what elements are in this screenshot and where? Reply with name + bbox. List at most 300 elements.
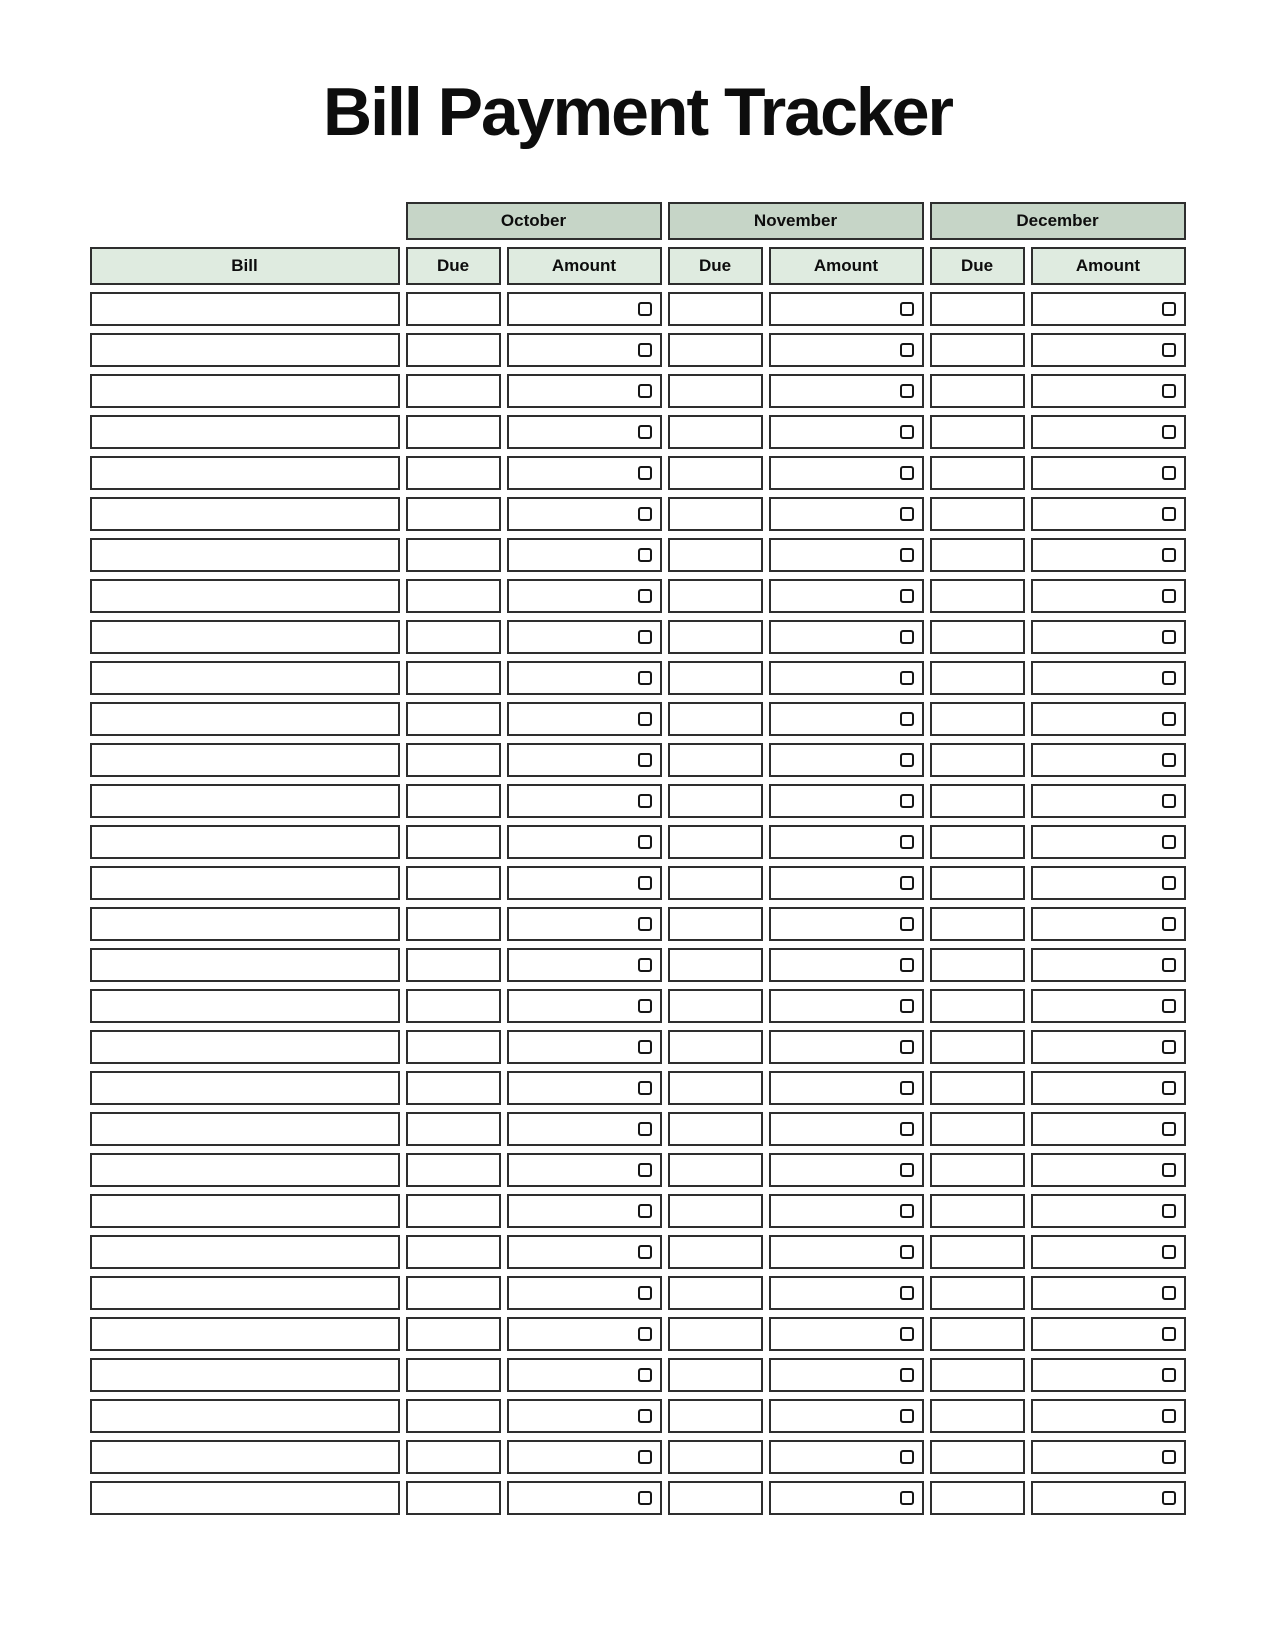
- paid-checkbox[interactable]: [638, 1245, 652, 1259]
- paid-checkbox[interactable]: [900, 1122, 914, 1136]
- paid-checkbox[interactable]: [1162, 1368, 1176, 1382]
- due-input-cell-december[interactable]: [930, 948, 1025, 982]
- amount-input-cell-november[interactable]: [769, 292, 924, 326]
- paid-checkbox[interactable]: [638, 1040, 652, 1054]
- due-input-cell-december[interactable]: [930, 1071, 1025, 1105]
- amount-input-cell-november[interactable]: [769, 1071, 924, 1105]
- paid-checkbox[interactable]: [900, 302, 914, 316]
- due-input-cell-november[interactable]: [668, 1358, 763, 1392]
- amount-input-cell-october[interactable]: [507, 1030, 662, 1064]
- paid-checkbox[interactable]: [1162, 917, 1176, 931]
- paid-checkbox[interactable]: [900, 1327, 914, 1341]
- due-input-cell-november[interactable]: [668, 1399, 763, 1433]
- due-input-cell-december[interactable]: [930, 538, 1025, 572]
- amount-input-cell-november[interactable]: [769, 1358, 924, 1392]
- paid-checkbox[interactable]: [1162, 1081, 1176, 1095]
- paid-checkbox[interactable]: [1162, 1327, 1176, 1341]
- due-input-cell-october[interactable]: [406, 538, 501, 572]
- due-input-cell-december[interactable]: [930, 743, 1025, 777]
- amount-input-cell-november[interactable]: [769, 825, 924, 859]
- due-input-cell-october[interactable]: [406, 456, 501, 490]
- due-input-cell-december[interactable]: [930, 1235, 1025, 1269]
- due-input-cell-november[interactable]: [668, 948, 763, 982]
- paid-checkbox[interactable]: [900, 999, 914, 1013]
- paid-checkbox[interactable]: [900, 1450, 914, 1464]
- due-input-cell-december[interactable]: [930, 661, 1025, 695]
- bill-input-cell[interactable]: [90, 456, 400, 490]
- due-input-cell-december[interactable]: [930, 866, 1025, 900]
- paid-checkbox[interactable]: [900, 835, 914, 849]
- paid-checkbox[interactable]: [638, 1122, 652, 1136]
- due-input-cell-november[interactable]: [668, 1317, 763, 1351]
- due-input-cell-october[interactable]: [406, 1194, 501, 1228]
- due-input-cell-october[interactable]: [406, 1030, 501, 1064]
- amount-input-cell-december[interactable]: [1031, 784, 1186, 818]
- paid-checkbox[interactable]: [638, 1409, 652, 1423]
- due-input-cell-october[interactable]: [406, 497, 501, 531]
- due-input-cell-november[interactable]: [668, 1030, 763, 1064]
- bill-input-cell[interactable]: [90, 620, 400, 654]
- paid-checkbox[interactable]: [900, 425, 914, 439]
- amount-input-cell-october[interactable]: [507, 1235, 662, 1269]
- amount-input-cell-october[interactable]: [507, 1071, 662, 1105]
- paid-checkbox[interactable]: [900, 1204, 914, 1218]
- amount-input-cell-december[interactable]: [1031, 1153, 1186, 1187]
- due-input-cell-november[interactable]: [668, 456, 763, 490]
- due-input-cell-december[interactable]: [930, 1276, 1025, 1310]
- paid-checkbox[interactable]: [900, 958, 914, 972]
- paid-checkbox[interactable]: [1162, 835, 1176, 849]
- paid-checkbox[interactable]: [1162, 1163, 1176, 1177]
- amount-input-cell-october[interactable]: [507, 702, 662, 736]
- paid-checkbox[interactable]: [638, 589, 652, 603]
- due-input-cell-october[interactable]: [406, 907, 501, 941]
- bill-input-cell[interactable]: [90, 1317, 400, 1351]
- due-input-cell-december[interactable]: [930, 1153, 1025, 1187]
- bill-input-cell[interactable]: [90, 989, 400, 1023]
- paid-checkbox[interactable]: [1162, 1245, 1176, 1259]
- bill-input-cell[interactable]: [90, 661, 400, 695]
- paid-checkbox[interactable]: [1162, 1491, 1176, 1505]
- amount-input-cell-november[interactable]: [769, 456, 924, 490]
- due-input-cell-november[interactable]: [668, 1235, 763, 1269]
- paid-checkbox[interactable]: [900, 753, 914, 767]
- due-input-cell-december[interactable]: [930, 374, 1025, 408]
- amount-input-cell-october[interactable]: [507, 538, 662, 572]
- due-input-cell-october[interactable]: [406, 1071, 501, 1105]
- amount-input-cell-october[interactable]: [507, 661, 662, 695]
- paid-checkbox[interactable]: [900, 794, 914, 808]
- paid-checkbox[interactable]: [900, 1040, 914, 1054]
- paid-checkbox[interactable]: [638, 794, 652, 808]
- due-input-cell-december[interactable]: [930, 702, 1025, 736]
- paid-checkbox[interactable]: [1162, 1204, 1176, 1218]
- paid-checkbox[interactable]: [1162, 589, 1176, 603]
- due-input-cell-october[interactable]: [406, 333, 501, 367]
- paid-checkbox[interactable]: [1162, 958, 1176, 972]
- amount-input-cell-december[interactable]: [1031, 538, 1186, 572]
- paid-checkbox[interactable]: [900, 1286, 914, 1300]
- paid-checkbox[interactable]: [1162, 1450, 1176, 1464]
- amount-input-cell-november[interactable]: [769, 1440, 924, 1474]
- due-input-cell-november[interactable]: [668, 333, 763, 367]
- amount-input-cell-december[interactable]: [1031, 456, 1186, 490]
- paid-checkbox[interactable]: [638, 917, 652, 931]
- bill-input-cell[interactable]: [90, 579, 400, 613]
- amount-input-cell-november[interactable]: [769, 907, 924, 941]
- paid-checkbox[interactable]: [1162, 302, 1176, 316]
- due-input-cell-december[interactable]: [930, 1481, 1025, 1515]
- amount-input-cell-october[interactable]: [507, 866, 662, 900]
- due-input-cell-november[interactable]: [668, 1112, 763, 1146]
- amount-input-cell-october[interactable]: [507, 1194, 662, 1228]
- amount-input-cell-october[interactable]: [507, 1153, 662, 1187]
- due-input-cell-october[interactable]: [406, 579, 501, 613]
- paid-checkbox[interactable]: [638, 1491, 652, 1505]
- amount-input-cell-october[interactable]: [507, 579, 662, 613]
- amount-input-cell-december[interactable]: [1031, 907, 1186, 941]
- paid-checkbox[interactable]: [638, 425, 652, 439]
- due-input-cell-october[interactable]: [406, 1440, 501, 1474]
- paid-checkbox[interactable]: [1162, 999, 1176, 1013]
- bill-input-cell[interactable]: [90, 784, 400, 818]
- bill-input-cell[interactable]: [90, 1399, 400, 1433]
- amount-input-cell-december[interactable]: [1031, 1235, 1186, 1269]
- due-input-cell-october[interactable]: [406, 1235, 501, 1269]
- due-input-cell-december[interactable]: [930, 415, 1025, 449]
- bill-input-cell[interactable]: [90, 1440, 400, 1474]
- amount-input-cell-december[interactable]: [1031, 1358, 1186, 1392]
- amount-input-cell-october[interactable]: [507, 415, 662, 449]
- amount-input-cell-october[interactable]: [507, 989, 662, 1023]
- bill-input-cell[interactable]: [90, 1194, 400, 1228]
- amount-input-cell-october[interactable]: [507, 333, 662, 367]
- due-input-cell-november[interactable]: [668, 415, 763, 449]
- paid-checkbox[interactable]: [900, 1409, 914, 1423]
- bill-input-cell[interactable]: [90, 702, 400, 736]
- due-input-cell-november[interactable]: [668, 579, 763, 613]
- due-input-cell-november[interactable]: [668, 784, 763, 818]
- due-input-cell-october[interactable]: [406, 1481, 501, 1515]
- amount-input-cell-november[interactable]: [769, 620, 924, 654]
- paid-checkbox[interactable]: [638, 466, 652, 480]
- amount-input-cell-november[interactable]: [769, 784, 924, 818]
- amount-input-cell-december[interactable]: [1031, 702, 1186, 736]
- amount-input-cell-november[interactable]: [769, 1235, 924, 1269]
- bill-input-cell[interactable]: [90, 1112, 400, 1146]
- amount-input-cell-december[interactable]: [1031, 825, 1186, 859]
- bill-input-cell[interactable]: [90, 374, 400, 408]
- bill-input-cell[interactable]: [90, 743, 400, 777]
- paid-checkbox[interactable]: [638, 384, 652, 398]
- paid-checkbox[interactable]: [638, 712, 652, 726]
- amount-input-cell-november[interactable]: [769, 1030, 924, 1064]
- due-input-cell-december[interactable]: [930, 1399, 1025, 1433]
- paid-checkbox[interactable]: [900, 712, 914, 726]
- due-input-cell-october[interactable]: [406, 415, 501, 449]
- due-input-cell-november[interactable]: [668, 497, 763, 531]
- paid-checkbox[interactable]: [900, 343, 914, 357]
- due-input-cell-december[interactable]: [930, 1112, 1025, 1146]
- due-input-cell-december[interactable]: [930, 579, 1025, 613]
- paid-checkbox[interactable]: [900, 1245, 914, 1259]
- amount-input-cell-november[interactable]: [769, 1276, 924, 1310]
- amount-input-cell-december[interactable]: [1031, 415, 1186, 449]
- bill-input-cell[interactable]: [90, 1235, 400, 1269]
- due-input-cell-december[interactable]: [930, 1358, 1025, 1392]
- paid-checkbox[interactable]: [638, 958, 652, 972]
- paid-checkbox[interactable]: [638, 1450, 652, 1464]
- due-input-cell-december[interactable]: [930, 1194, 1025, 1228]
- amount-input-cell-october[interactable]: [507, 1112, 662, 1146]
- amount-input-cell-december[interactable]: [1031, 497, 1186, 531]
- due-input-cell-november[interactable]: [668, 702, 763, 736]
- amount-input-cell-december[interactable]: [1031, 620, 1186, 654]
- paid-checkbox[interactable]: [638, 507, 652, 521]
- amount-input-cell-november[interactable]: [769, 661, 924, 695]
- amount-input-cell-november[interactable]: [769, 989, 924, 1023]
- amount-input-cell-december[interactable]: [1031, 866, 1186, 900]
- bill-input-cell[interactable]: [90, 333, 400, 367]
- paid-checkbox[interactable]: [1162, 548, 1176, 562]
- paid-checkbox[interactable]: [638, 343, 652, 357]
- paid-checkbox[interactable]: [900, 1081, 914, 1095]
- paid-checkbox[interactable]: [900, 1163, 914, 1177]
- amount-input-cell-october[interactable]: [507, 825, 662, 859]
- paid-checkbox[interactable]: [638, 1204, 652, 1218]
- paid-checkbox[interactable]: [900, 671, 914, 685]
- bill-input-cell[interactable]: [90, 1276, 400, 1310]
- bill-input-cell[interactable]: [90, 1071, 400, 1105]
- due-input-cell-november[interactable]: [668, 1440, 763, 1474]
- due-input-cell-december[interactable]: [930, 1440, 1025, 1474]
- paid-checkbox[interactable]: [638, 876, 652, 890]
- amount-input-cell-december[interactable]: [1031, 1112, 1186, 1146]
- amount-input-cell-october[interactable]: [507, 292, 662, 326]
- due-input-cell-december[interactable]: [930, 620, 1025, 654]
- amount-input-cell-december[interactable]: [1031, 374, 1186, 408]
- paid-checkbox[interactable]: [1162, 630, 1176, 644]
- due-input-cell-november[interactable]: [668, 620, 763, 654]
- paid-checkbox[interactable]: [1162, 794, 1176, 808]
- due-input-cell-november[interactable]: [668, 989, 763, 1023]
- amount-input-cell-november[interactable]: [769, 1194, 924, 1228]
- paid-checkbox[interactable]: [900, 630, 914, 644]
- paid-checkbox[interactable]: [1162, 384, 1176, 398]
- paid-checkbox[interactable]: [638, 671, 652, 685]
- amount-input-cell-october[interactable]: [507, 743, 662, 777]
- due-input-cell-november[interactable]: [668, 866, 763, 900]
- paid-checkbox[interactable]: [900, 384, 914, 398]
- due-input-cell-november[interactable]: [668, 1153, 763, 1187]
- paid-checkbox[interactable]: [1162, 712, 1176, 726]
- amount-input-cell-december[interactable]: [1031, 1194, 1186, 1228]
- amount-input-cell-november[interactable]: [769, 579, 924, 613]
- amount-input-cell-october[interactable]: [507, 1317, 662, 1351]
- amount-input-cell-december[interactable]: [1031, 1317, 1186, 1351]
- due-input-cell-december[interactable]: [930, 989, 1025, 1023]
- paid-checkbox[interactable]: [1162, 466, 1176, 480]
- bill-input-cell[interactable]: [90, 1153, 400, 1187]
- paid-checkbox[interactable]: [638, 1286, 652, 1300]
- bill-input-cell[interactable]: [90, 292, 400, 326]
- paid-checkbox[interactable]: [1162, 1122, 1176, 1136]
- bill-input-cell[interactable]: [90, 1481, 400, 1515]
- paid-checkbox[interactable]: [638, 630, 652, 644]
- due-input-cell-december[interactable]: [930, 456, 1025, 490]
- paid-checkbox[interactable]: [638, 548, 652, 562]
- amount-input-cell-november[interactable]: [769, 1317, 924, 1351]
- amount-input-cell-november[interactable]: [769, 333, 924, 367]
- amount-input-cell-october[interactable]: [507, 374, 662, 408]
- amount-input-cell-november[interactable]: [769, 743, 924, 777]
- paid-checkbox[interactable]: [1162, 1409, 1176, 1423]
- due-input-cell-december[interactable]: [930, 292, 1025, 326]
- paid-checkbox[interactable]: [1162, 1040, 1176, 1054]
- paid-checkbox[interactable]: [900, 1368, 914, 1382]
- amount-input-cell-december[interactable]: [1031, 333, 1186, 367]
- paid-checkbox[interactable]: [900, 589, 914, 603]
- amount-input-cell-november[interactable]: [769, 866, 924, 900]
- due-input-cell-october[interactable]: [406, 620, 501, 654]
- paid-checkbox[interactable]: [1162, 507, 1176, 521]
- bill-input-cell[interactable]: [90, 1030, 400, 1064]
- amount-input-cell-december[interactable]: [1031, 1440, 1186, 1474]
- amount-input-cell-december[interactable]: [1031, 1481, 1186, 1515]
- due-input-cell-november[interactable]: [668, 1194, 763, 1228]
- amount-input-cell-december[interactable]: [1031, 743, 1186, 777]
- amount-input-cell-october[interactable]: [507, 456, 662, 490]
- paid-checkbox[interactable]: [638, 1163, 652, 1177]
- paid-checkbox[interactable]: [900, 876, 914, 890]
- due-input-cell-october[interactable]: [406, 989, 501, 1023]
- due-input-cell-october[interactable]: [406, 1153, 501, 1187]
- bill-input-cell[interactable]: [90, 907, 400, 941]
- due-input-cell-november[interactable]: [668, 1071, 763, 1105]
- amount-input-cell-november[interactable]: [769, 702, 924, 736]
- due-input-cell-november[interactable]: [668, 1276, 763, 1310]
- amount-input-cell-october[interactable]: [507, 948, 662, 982]
- amount-input-cell-october[interactable]: [507, 784, 662, 818]
- paid-checkbox[interactable]: [1162, 876, 1176, 890]
- due-input-cell-december[interactable]: [930, 825, 1025, 859]
- due-input-cell-november[interactable]: [668, 825, 763, 859]
- amount-input-cell-october[interactable]: [507, 620, 662, 654]
- due-input-cell-october[interactable]: [406, 743, 501, 777]
- due-input-cell-december[interactable]: [930, 333, 1025, 367]
- amount-input-cell-october[interactable]: [507, 497, 662, 531]
- due-input-cell-october[interactable]: [406, 1276, 501, 1310]
- due-input-cell-december[interactable]: [930, 1030, 1025, 1064]
- amount-input-cell-december[interactable]: [1031, 948, 1186, 982]
- amount-input-cell-december[interactable]: [1031, 661, 1186, 695]
- paid-checkbox[interactable]: [900, 507, 914, 521]
- amount-input-cell-october[interactable]: [507, 1481, 662, 1515]
- due-input-cell-november[interactable]: [668, 374, 763, 408]
- due-input-cell-november[interactable]: [668, 538, 763, 572]
- due-input-cell-october[interactable]: [406, 374, 501, 408]
- amount-input-cell-november[interactable]: [769, 538, 924, 572]
- amount-input-cell-october[interactable]: [507, 1358, 662, 1392]
- paid-checkbox[interactable]: [900, 548, 914, 562]
- bill-input-cell[interactable]: [90, 948, 400, 982]
- due-input-cell-november[interactable]: [668, 907, 763, 941]
- due-input-cell-october[interactable]: [406, 292, 501, 326]
- amount-input-cell-november[interactable]: [769, 415, 924, 449]
- amount-input-cell-december[interactable]: [1031, 1399, 1186, 1433]
- bill-input-cell[interactable]: [90, 497, 400, 531]
- due-input-cell-october[interactable]: [406, 866, 501, 900]
- due-input-cell-october[interactable]: [406, 1317, 501, 1351]
- due-input-cell-october[interactable]: [406, 784, 501, 818]
- bill-input-cell[interactable]: [90, 866, 400, 900]
- due-input-cell-october[interactable]: [406, 1399, 501, 1433]
- due-input-cell-december[interactable]: [930, 784, 1025, 818]
- paid-checkbox[interactable]: [1162, 753, 1176, 767]
- amount-input-cell-december[interactable]: [1031, 989, 1186, 1023]
- paid-checkbox[interactable]: [638, 1081, 652, 1095]
- amount-input-cell-october[interactable]: [507, 1276, 662, 1310]
- due-input-cell-december[interactable]: [930, 1317, 1025, 1351]
- amount-input-cell-november[interactable]: [769, 1112, 924, 1146]
- amount-input-cell-october[interactable]: [507, 1440, 662, 1474]
- paid-checkbox[interactable]: [638, 1327, 652, 1341]
- amount-input-cell-october[interactable]: [507, 907, 662, 941]
- bill-input-cell[interactable]: [90, 825, 400, 859]
- amount-input-cell-november[interactable]: [769, 374, 924, 408]
- amount-input-cell-december[interactable]: [1031, 1030, 1186, 1064]
- paid-checkbox[interactable]: [1162, 671, 1176, 685]
- amount-input-cell-december[interactable]: [1031, 1071, 1186, 1105]
- due-input-cell-november[interactable]: [668, 1481, 763, 1515]
- bill-input-cell[interactable]: [90, 1358, 400, 1392]
- paid-checkbox[interactable]: [1162, 425, 1176, 439]
- amount-input-cell-november[interactable]: [769, 497, 924, 531]
- paid-checkbox[interactable]: [900, 1491, 914, 1505]
- bill-input-cell[interactable]: [90, 538, 400, 572]
- amount-input-cell-november[interactable]: [769, 1399, 924, 1433]
- amount-input-cell-november[interactable]: [769, 1481, 924, 1515]
- amount-input-cell-october[interactable]: [507, 1399, 662, 1433]
- paid-checkbox[interactable]: [900, 917, 914, 931]
- due-input-cell-november[interactable]: [668, 743, 763, 777]
- due-input-cell-december[interactable]: [930, 497, 1025, 531]
- paid-checkbox[interactable]: [1162, 1286, 1176, 1300]
- paid-checkbox[interactable]: [638, 835, 652, 849]
- due-input-cell-november[interactable]: [668, 292, 763, 326]
- due-input-cell-october[interactable]: [406, 702, 501, 736]
- paid-checkbox[interactable]: [638, 302, 652, 316]
- bill-input-cell[interactable]: [90, 415, 400, 449]
- amount-input-cell-december[interactable]: [1031, 292, 1186, 326]
- paid-checkbox[interactable]: [638, 753, 652, 767]
- due-input-cell-november[interactable]: [668, 661, 763, 695]
- amount-input-cell-november[interactable]: [769, 948, 924, 982]
- due-input-cell-october[interactable]: [406, 661, 501, 695]
- due-input-cell-october[interactable]: [406, 1112, 501, 1146]
- due-input-cell-october[interactable]: [406, 1358, 501, 1392]
- paid-checkbox[interactable]: [638, 1368, 652, 1382]
- due-input-cell-december[interactable]: [930, 907, 1025, 941]
- amount-input-cell-december[interactable]: [1031, 579, 1186, 613]
- due-input-cell-october[interactable]: [406, 948, 501, 982]
- due-input-cell-october[interactable]: [406, 825, 501, 859]
- amount-input-cell-november[interactable]: [769, 1153, 924, 1187]
- amount-input-cell-december[interactable]: [1031, 1276, 1186, 1310]
- paid-checkbox[interactable]: [900, 466, 914, 480]
- paid-checkbox[interactable]: [638, 999, 652, 1013]
- paid-checkbox[interactable]: [1162, 343, 1176, 357]
